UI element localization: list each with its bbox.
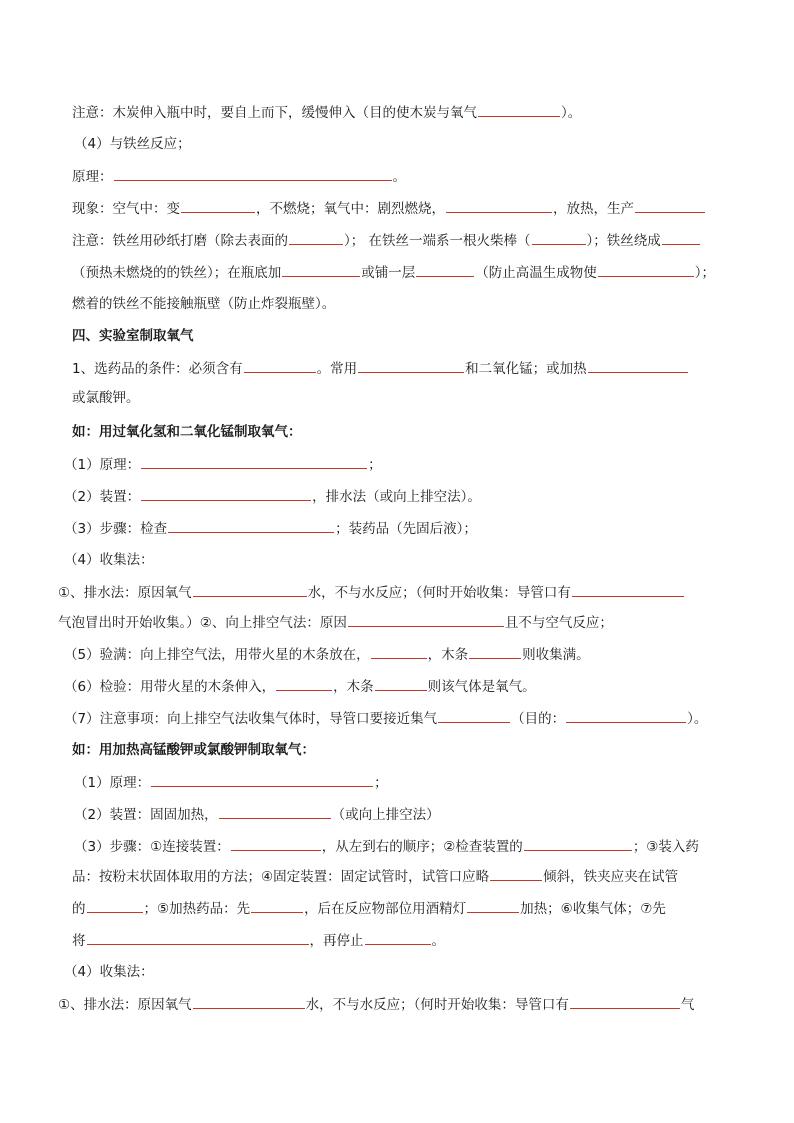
line-iron-heading: （4）与铁丝反应； (74, 136, 191, 152)
line-h2o2-apparatus: （2）装置： ，排水法（或向上排空法）。 (64, 486, 481, 507)
line-kmno4-apparatus: （2）装置：固固加热， （或向上排空法） (74, 804, 440, 825)
line-select-reagents: 1、选药品的条件：必须含有 。常用 和二氧化锰；或加热 (72, 358, 689, 379)
line-h2o2-steps: （3）步骤：检查 ；装药品（先固后液）； (64, 518, 477, 539)
fill-blank[interactable] (193, 582, 307, 597)
fill-blank[interactable] (416, 262, 474, 277)
line-h2o2-check-full: （5）验满：向上排空气法，用带火星的木条放在， ，木条 则收集满。 (64, 644, 590, 665)
fill-blank[interactable] (87, 898, 143, 913)
line-kmno4-principle: （1）原理： ； (74, 772, 388, 793)
fill-blank[interactable] (276, 676, 332, 691)
fill-blank[interactable] (289, 230, 343, 245)
line-kmno4-finish: 将 ，再停止 。 (72, 930, 445, 951)
fill-blank[interactable] (598, 262, 694, 277)
line-kmno4-water-method: ①、排水法：原因氧气 水，不与水反应；（何时开始收集：导管口有 气 (58, 994, 694, 1015)
line-h2o2-air-method: 气泡冒出时开始收集。）②、向上排空气法：原因 且不与空气反应； (58, 612, 613, 633)
fill-blank[interactable] (588, 358, 688, 373)
fill-blank[interactable] (244, 358, 316, 373)
line-h2o2-collection-heading: （4）收集法： (64, 552, 154, 568)
line-h2o2-test: （6）检验：用带火星的木条伸入， ，木条 则该气体是氧气。 (64, 676, 536, 697)
fill-blank[interactable] (524, 836, 632, 851)
fill-blank[interactable] (371, 644, 427, 659)
fill-blank[interactable] (662, 230, 700, 245)
subheading-h2o2-method: 如：用过氧化氢和二氧化锰制取氧气： (72, 424, 302, 440)
fill-blank[interactable] (467, 898, 519, 913)
fill-blank[interactable] (358, 358, 464, 373)
fill-blank[interactable] (375, 676, 427, 691)
line-charcoal-note: 注意：木炭伸入瓶中时，要自上而下，缓慢伸入（目的使木炭与氧气 ）。 (72, 102, 581, 123)
fill-blank[interactable] (251, 898, 303, 913)
line-h2o2-water-method: ①、排水法：原因氧气 水，不与水反应；（何时开始收集：导管口有 (58, 582, 685, 603)
fill-blank[interactable] (532, 230, 586, 245)
line-h2o2-principle: （1）原理： ； (64, 454, 382, 475)
line-kmno4-fixing: 品：按粉末状固体取用的方法；④固定装置：固定试管时，试管口应略 倾斜，铁夹应夹在试管 (72, 866, 678, 887)
subheading-kmno4-method: 如：用加热高锰酸钾或氯酸钾制取氧气： (72, 742, 315, 758)
fill-blank[interactable] (231, 836, 321, 851)
line-h2o2-precautions: （7）注意事项：向上排空气法收集气体时，导管口要接近集气 （目的： ）。 (64, 708, 707, 729)
line-kmno4-steps: （3）步骤：①连接装置： ，从左到右的顺序；②检查装置的 ；③装入药 (74, 836, 699, 857)
fill-blank[interactable] (114, 166, 392, 181)
fill-blank[interactable] (490, 866, 542, 881)
fill-blank[interactable] (181, 198, 255, 213)
line-kmno4-heating: 的 ；⑤加热药品：先 ，后在反应物部位用酒精灯 加热；⑥收集气体；⑦先 (72, 898, 666, 919)
line-kmno4-collection-heading: （4）收集法： (64, 964, 154, 980)
line-iron-principle: 原理： 。 (72, 166, 406, 187)
fill-blank[interactable] (446, 198, 552, 213)
fill-blank[interactable] (635, 198, 705, 213)
line-iron-preheat: （预热未燃烧的的铁丝）；在瓶底加 或铺一层 （防止高温生成物使 ）； (72, 262, 715, 283)
fill-blank[interactable] (365, 930, 431, 945)
line-iron-wall: 燃着的铁丝不能接触瓶壁（防止炸裂瓶壁）。 (72, 296, 336, 312)
fill-blank[interactable] (141, 486, 311, 501)
fill-blank[interactable] (141, 454, 367, 469)
fill-blank[interactable] (348, 612, 504, 627)
fill-blank[interactable] (469, 644, 521, 659)
fill-blank[interactable] (168, 518, 334, 533)
fill-blank[interactable] (193, 994, 305, 1009)
fill-blank[interactable] (572, 582, 684, 597)
fill-blank[interactable] (566, 708, 686, 723)
fill-blank[interactable] (570, 994, 680, 1009)
fill-blank[interactable] (87, 930, 309, 945)
line-iron-phenomenon: 现象：空气中：变 ，不燃烧；氧气中：剧烈燃烧， ，放热，生产 (72, 198, 706, 219)
fill-blank[interactable] (151, 772, 373, 787)
fill-blank[interactable] (219, 804, 331, 819)
line-potassium-chlorate: 或氯酸钾。 (72, 390, 140, 406)
fill-blank[interactable] (438, 708, 510, 723)
fill-blank[interactable] (478, 102, 560, 117)
line-iron-note: 注意：铁丝用砂纸打磨（除去表面的 ）； 在铁丝一端系一根火柴棒（ ）；铁丝绕成 (72, 230, 701, 251)
section-heading-lab-oxygen: 四、实验室制取氧气 (72, 328, 194, 344)
fill-blank[interactable] (282, 262, 360, 277)
